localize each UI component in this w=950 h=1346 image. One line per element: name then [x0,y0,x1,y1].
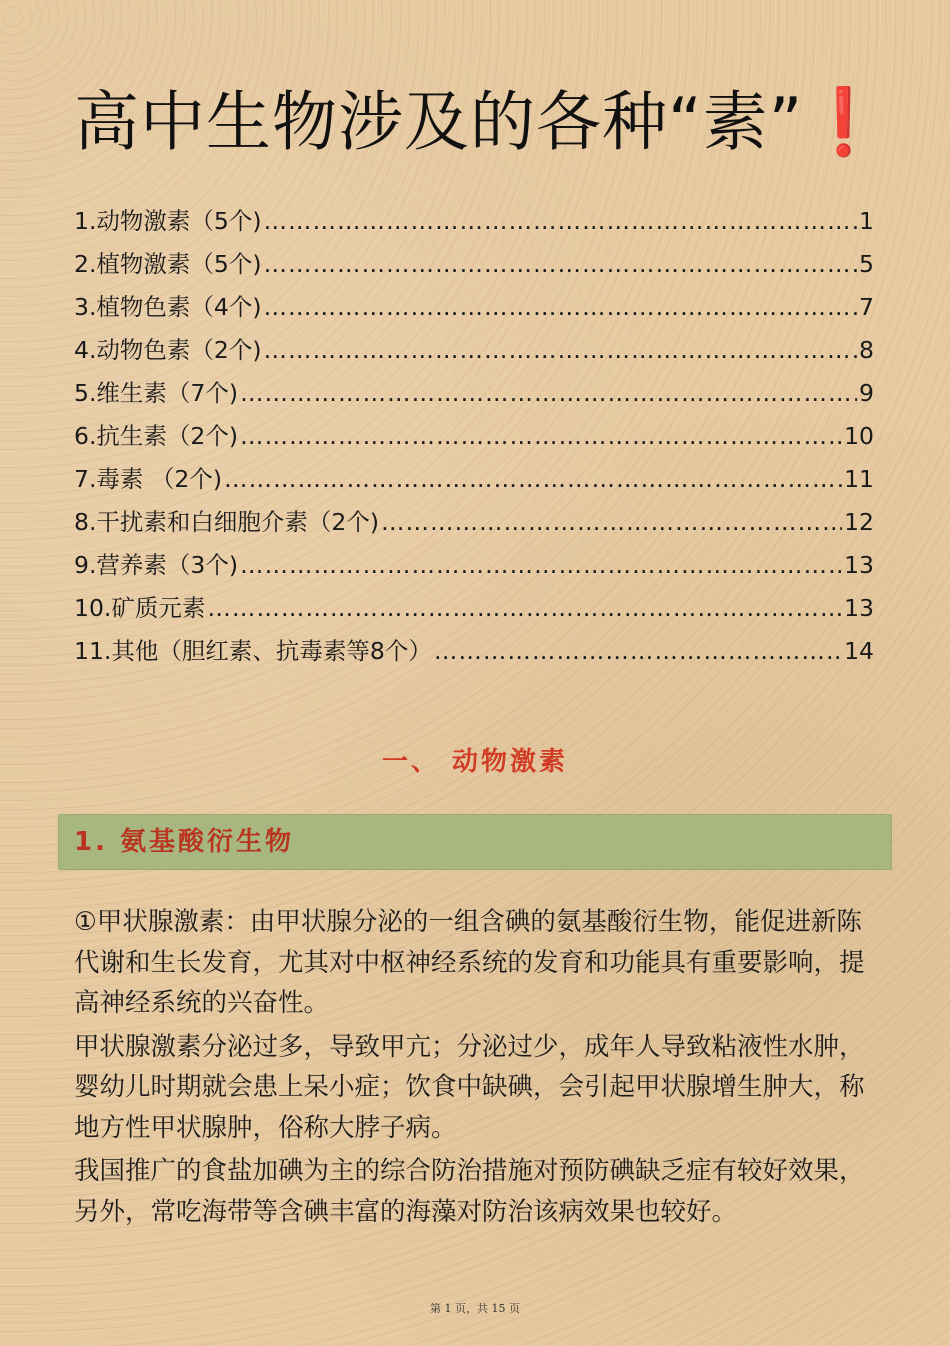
toc-entry-page: 11 [844,465,874,493]
page-footer: 第 1 页，共 15 页 [430,1302,520,1315]
toc-entry-label: 8.干扰素和白细胞介素（2个) [74,508,380,536]
toc-entry[interactable] [74,544,874,587]
toc-entry-label: 11.其他（胆红素、抗毒素等8个） [74,637,432,665]
toc-entry[interactable] [74,587,874,630]
page-title-text: 高中生物涉及的各种“素” [74,85,804,160]
toc-entry[interactable] [74,372,874,415]
toc-entry-page: 1 [859,207,874,235]
toc-leader-dots [264,329,858,372]
toc-entry-page: 5 [859,250,874,278]
toc-entry-page: 10 [844,422,874,450]
toc-entry-label: 5.维生素（7个) [74,379,239,407]
toc-entry-page: 13 [844,594,874,622]
toc-entry[interactable] [74,415,874,458]
toc-entry[interactable] [74,630,874,673]
toc-leader-dots [224,458,842,501]
toc-entry-page: 12 [844,508,874,536]
body-text [74,902,874,1235]
toc-entry[interactable] [74,329,874,372]
toc-entry-label: 7.毒素 （2个) [74,465,223,493]
section-heading: 一、 动物激素 [381,747,569,777]
toc-entry-page: 8 [859,336,874,364]
toc-entry-page: 14 [844,637,874,665]
toc-entry-label: 10.矿质元素 [74,594,206,622]
toc-entry-label: 4.动物色素（2个) [74,336,262,364]
toc-leader-dots [381,501,842,544]
subsection-banner [58,814,892,870]
toc-leader-dots [264,200,858,243]
toc-entry-label: 1.动物激素（5个) [74,207,262,235]
toc-entry[interactable] [74,458,874,501]
toc-entry-page: 9 [859,379,874,407]
exclamation-icon: ❗ [803,85,886,160]
paragraph: ①甲状腺激素：由甲状腺分泌的一组含碘的氨基酸衍生物，能促进新陈代谢和生长发育，尤其对中枢神经系统的发育和功能具有重要影响，提高神经系统的兴奋性。 [74,907,865,1018]
toc-entry[interactable] [74,200,874,243]
subsection-heading: 1. 氨基酸衍生物 [74,827,295,857]
toc-entry-label: 6.抗生素（2个) [74,422,239,450]
toc-entry[interactable] [74,243,874,286]
toc-leader-dots [264,286,858,329]
toc-entry-label: 2.植物激素（5个) [74,250,262,278]
toc-leader-dots [240,415,842,458]
paragraph: 我国推广的食盐加碘为主的综合防治措施对预防碘缺乏症有较好效果，另外，常吃海带等含碘丰富的海藻对防治该病效果也较好。 [74,1156,865,1227]
toc-leader-dots [264,243,858,286]
toc-entry-page: 7 [859,293,874,321]
paragraph: 甲状腺激素分泌过多，导致甲亢；分泌过少，成年人导致粘液性水肿，婴幼儿时期就会患上呆小症；饮食中缺碘，会引起甲状腺增生肿大，称地方性甲状腺肿，俗称大脖子病。 [74,1031,865,1143]
toc-entry-label: 9.营养素（3个) [74,551,239,579]
table-of-contents [74,200,874,673]
toc-entry[interactable] [74,501,874,544]
toc-entry[interactable] [74,286,874,329]
toc-entry-page: 13 [844,551,874,579]
toc-leader-dots [240,544,842,587]
toc-leader-dots [434,630,842,673]
toc-leader-dots [240,372,857,415]
toc-entry-label: 3.植物色素（4个) [74,293,262,321]
toc-leader-dots [207,587,842,630]
page-title [74,78,885,168]
